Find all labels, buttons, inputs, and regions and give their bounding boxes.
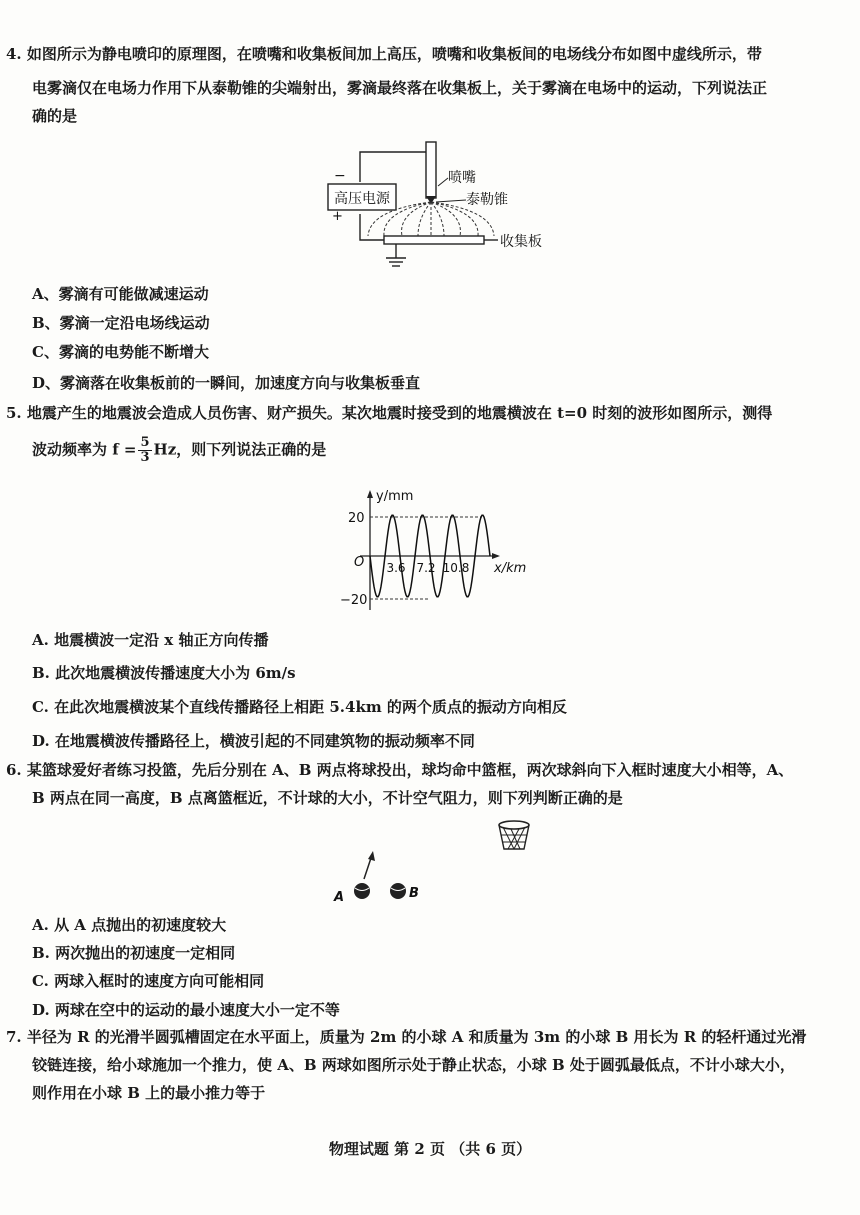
label-a: A [334,890,345,905]
q4-option-d: D、雾滴落在收集板前的一瞬间，加速度方向与收集板垂直 [32,374,421,392]
page-footer: 物理试题 第 2 页 （共 6 页） [328,1140,532,1158]
cone-label: 泰勒锥 [466,192,508,208]
basketball-diagram [320,815,540,910]
q7-stem-line2: 铰链连接，给小球施加一个推力，使 A、B 两球如图所示处于静止状态，小球 B 处于圆弧最低点，不计小球大小， [32,1056,795,1074]
x-tick-7.2: 7.2 [416,561,436,575]
label-b: B [409,886,419,901]
q6-stem-line1: 6. 某篮球爱好者练习投篮，先后分别在 A、B 两点将球投出，球均命中篮框，两次球斜向下入框时速度大小相等，A、 [6,761,794,779]
q4-stem-line3: 确的是 [32,107,78,125]
ball-b-icon [390,883,406,899]
origin-label: O [354,555,365,570]
q6-option-d: D. 两球在空中的运动的最小速度大小一定不等 [32,1001,340,1019]
plate-label: 收集板 [500,234,542,250]
x-tick-3.6: 3.6 [386,561,406,575]
minus-sign: − [334,168,346,184]
q5-option-d: D. 在地震横波传播路径上，横波引起的不同建筑物的振动频率不同 [32,732,475,750]
q5-option-b: B. 此次地震横波传播速度大小为 6m/s [32,664,296,682]
x-tick-10.8: 10.8 [442,561,470,575]
y-tick-20: 20 [348,511,365,526]
y-axis-label: y/mm [376,489,414,504]
q4-stem-line1: 4. 如图所示为静电喷印的原理图，在喷嘴和收集板间加上高压，喷嘴和收集板间的电场线分布如图中虚线所示，带 [6,45,762,63]
q4-option-c: C、雾滴的电势能不断增大 [32,343,209,361]
x-axis-label: x/km [494,561,527,576]
ball-a-icon [354,883,370,899]
q5-stem-line2: 波动频率为 f = $\frac{5}{3}$ Hz，则下列说法正确的是 [32,435,327,465]
electrostatic-printing-diagram [320,140,560,275]
y-tick-neg20: −20 [340,593,368,608]
q7-stem-line1: 7. 半径为 R 的光滑半圆弧槽固定在水平面上，质量为 2m 的小球 A 和质量为 3m 的小球 B 用长为 R 的轻杆通过光滑 [6,1028,807,1046]
q6-option-b: B. 两次抛出的初速度一定相同 [32,944,236,962]
frequency-fraction: $\frac{5}{3}$ [140,435,150,465]
q6-option-c: C. 两球入框时的速度方向可能相同 [32,972,265,990]
nozzle-label: 喷嘴 [448,170,476,186]
q6-option-a: A. 从 A 点抛出的初速度较大 [32,916,227,934]
plus-sign: + [332,209,343,224]
q4-stem-line2: 电雾滴仅在电场力作用下从泰勒锥的尖端射出，雾滴最终落在收集板上，关于雾滴在电场中的运动，下列说法正 [32,79,768,97]
q4-option-b: B、雾滴一定沿电场线运动 [32,314,210,332]
q7-stem-line3: 则作用在小球 B 上的最小推力等于 [32,1084,266,1102]
hoop-icon [499,821,529,849]
q5-stem-line1: 5. 地震产生的地震波会造成人员伤害、财产损失。某次地震时接受到的地震横波在 t=0 时刻的波形如图所示，测得 [6,404,773,422]
wave-graph [330,486,540,616]
q5-option-c: C. 在此次地震横波某个直线传播路径上相距 5.4km 的两个质点的振动方向相反 [32,698,567,716]
source-label: 高压电源 [334,191,390,207]
q5-option-a: A. 地震横波一定沿 x 轴正方向传播 [32,631,269,649]
q6-stem-line2: B 两点在同一高度，B 点离篮框近，不计球的大小，不计空气阻力，则下列判断正确的是 [32,789,623,807]
q4-option-a: A、雾滴有可能做减速运动 [32,285,209,303]
